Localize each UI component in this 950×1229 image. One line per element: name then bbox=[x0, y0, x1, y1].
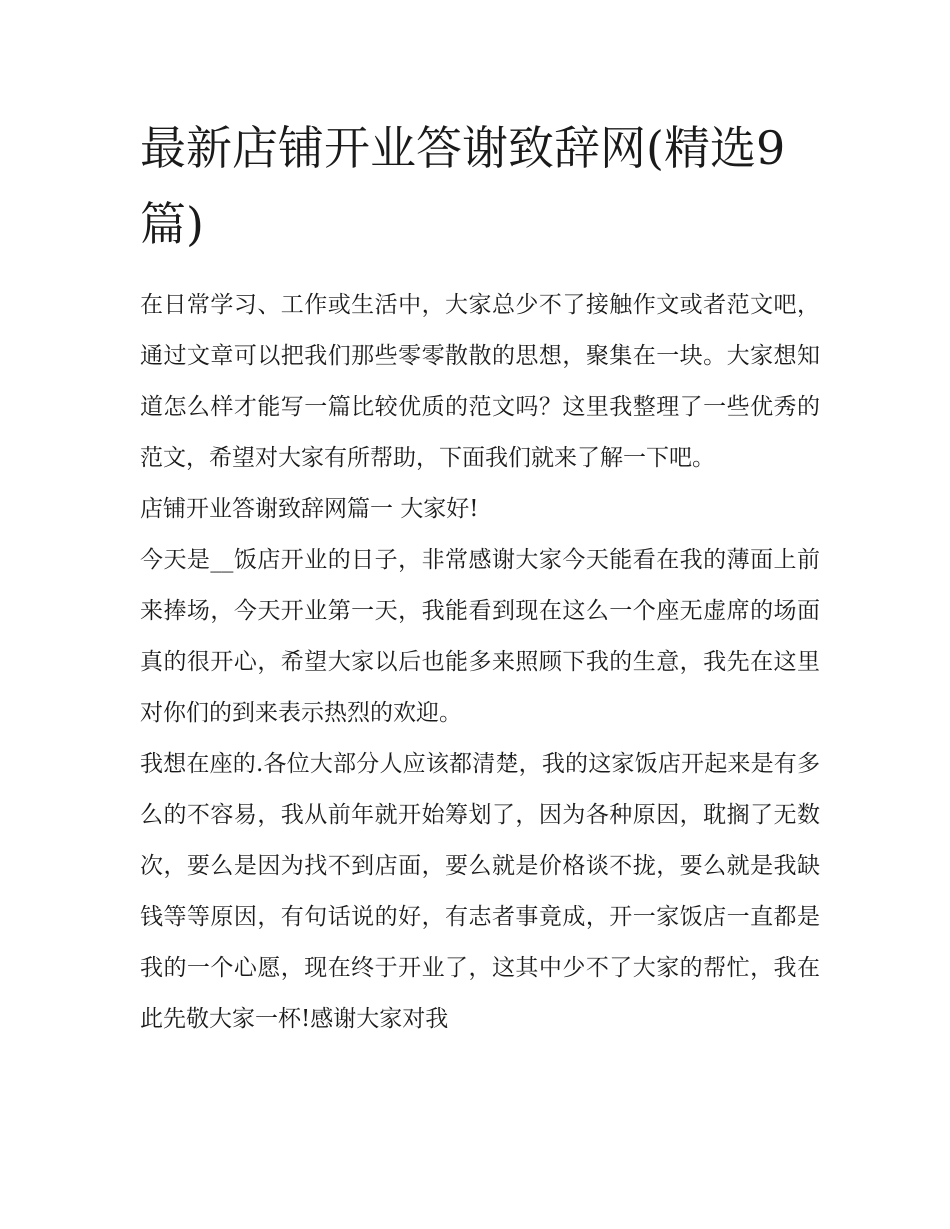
document-title: 最新店铺开业答谢致辞网(精选9篇) bbox=[140, 121, 786, 251]
section-heading-paragraph: 店铺开业答谢致辞网篇一 大家好! bbox=[140, 496, 479, 522]
document-page bbox=[140, 110, 820, 1045]
body-paragraph-2: 我想在座的.各位大部分人应该都清楚，我的这家饭店开起来是有多么的不容易，我从前年就开始筹划了，因为各种原因，耽搁了无数次，要么是因为找不到店面，要么就是价格谈不拢，要么就是我缺钱等等原因，有句话说的好，有志者事竟成，开一家饭店一直都是我的一个心愿，现在终于开业了，这其中少不了大家的帮忙，我在此先敬大家一杯!感谢大家对我 bbox=[140, 751, 820, 1032]
body-paragraph-1: 今天是__饭店开业的日子，非常感谢大家今天能看在我的薄面上前来捧场，今天开业第一天，我能看到现在这么一个座无虚席的场面真的很开心，希望大家以后也能多来照顾下我的生意，我先在这里对你们的到来表示热烈的欢迎。 bbox=[140, 547, 820, 726]
intro-paragraph: 在日常学习、工作或生活中，大家总少不了接触作文或者范文吧，通过文章可以把我们那些零零散散的思想，聚集在一块。大家想知道怎么样才能写一篇比较优质的范文吗？这里我整理了一些优秀的范文，希望对大家有所帮助，下面我们就来了解一下吧。 bbox=[140, 292, 820, 471]
